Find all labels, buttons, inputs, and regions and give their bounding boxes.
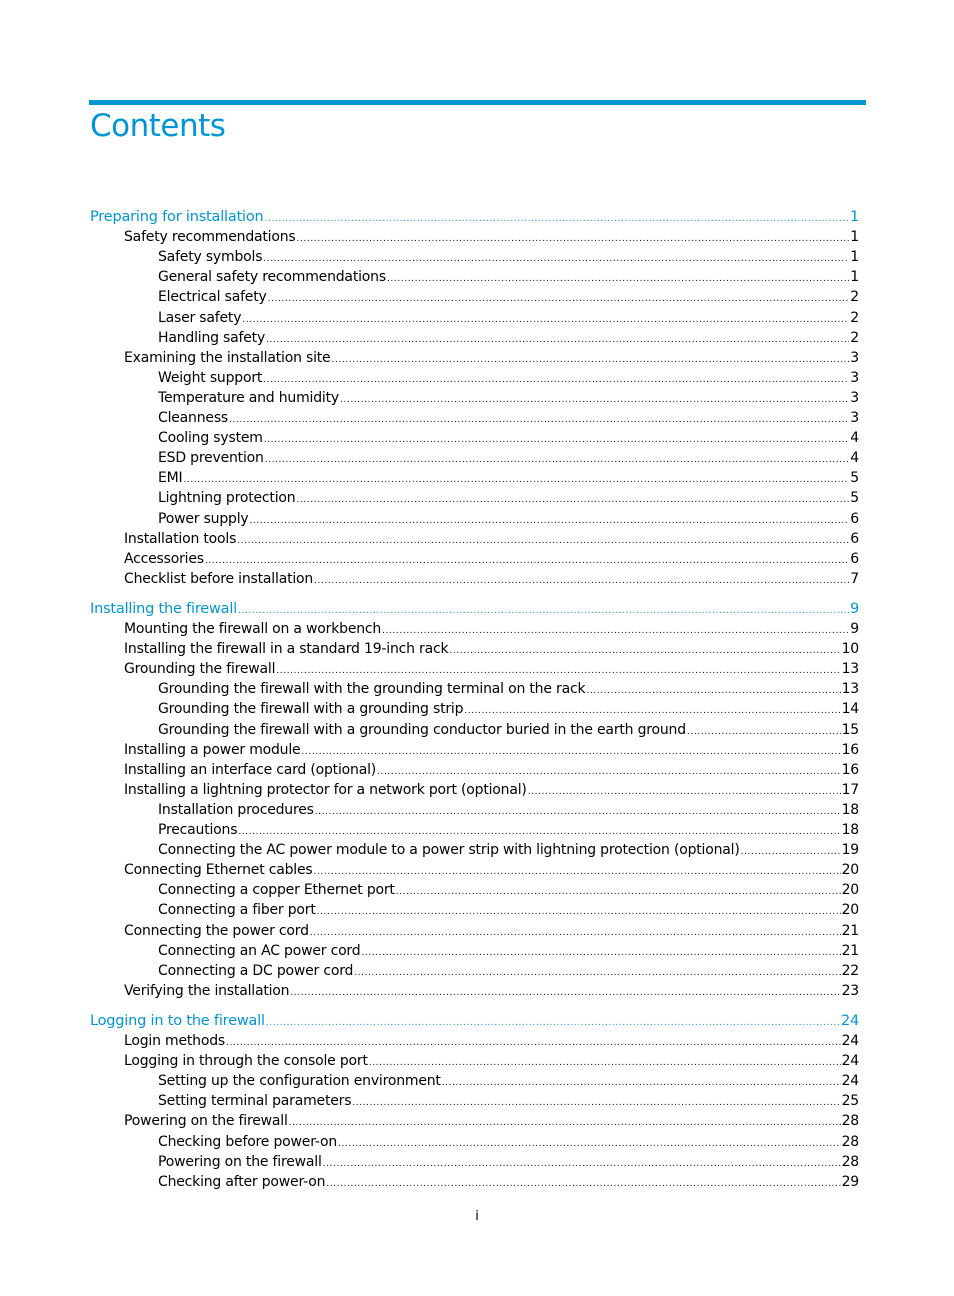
dot-leader	[586, 681, 840, 701]
toc-entry-title: Preparing for installation	[90, 209, 264, 225]
toc-entry[interactable]	[158, 800, 859, 820]
toc-page-number: 4	[850, 430, 859, 446]
toc-entry-title: Connecting the power cord	[124, 923, 309, 939]
toc-entry-title: Connecting a copper Ethernet port	[158, 882, 395, 898]
dot-leader	[464, 701, 840, 721]
toc-page-number: 2	[850, 310, 859, 326]
dot-leader	[352, 1093, 840, 1113]
dot-leader	[354, 963, 840, 983]
dot-leader	[296, 490, 849, 510]
dot-leader	[289, 1113, 841, 1133]
dot-leader	[238, 822, 840, 842]
toc-entry-title: Setting terminal parameters	[158, 1093, 352, 1109]
toc-chapter-entry[interactable]	[90, 207, 859, 227]
toc-entry[interactable]	[124, 1031, 859, 1051]
toc-entry[interactable]	[158, 1172, 859, 1192]
dot-leader	[387, 269, 849, 289]
dot-leader	[338, 1134, 841, 1154]
dot-leader	[205, 551, 849, 571]
toc-entry[interactable]	[158, 1152, 859, 1172]
toc-page-number: 21	[841, 943, 859, 959]
dot-leader	[340, 390, 849, 410]
toc-entry[interactable]	[158, 1071, 859, 1091]
toc-entry-title: Temperature and humidity	[158, 390, 339, 406]
toc-page-number: 1	[850, 269, 859, 285]
toc-entry-title: Setting up the configuration environment	[158, 1073, 441, 1089]
toc-page-number: 28	[841, 1154, 859, 1170]
toc-page-number: 19	[841, 842, 859, 858]
toc-entry[interactable]	[124, 780, 859, 800]
toc-entry-title: Grounding the firewall with the grounding terminal on the rack	[158, 681, 586, 697]
toc-entry-title: Cooling system	[158, 430, 263, 446]
toc-entry-title: Installing a lightning protector for a network port (optional)	[124, 782, 527, 798]
toc-entry[interactable]	[158, 287, 859, 307]
toc-entry-title: ESD prevention	[158, 450, 264, 466]
dot-leader	[268, 289, 850, 309]
toc-entry[interactable]	[158, 699, 859, 719]
dot-leader	[323, 1154, 841, 1174]
toc-entry-title: Grounding the firewall	[124, 661, 276, 677]
toc-entry-title: Precautions	[158, 822, 238, 838]
toc-entry-title: Grounding the firewall with a grounding strip	[158, 701, 464, 717]
toc-entry-title: Connecting Ethernet cables	[124, 862, 313, 878]
toc-page-number: 24	[840, 1013, 859, 1029]
dot-leader	[331, 350, 849, 370]
toc-entry[interactable]	[124, 921, 859, 941]
toc-entry[interactable]	[124, 1111, 859, 1131]
toc-entry-title: Installing an interface card (optional)	[124, 762, 377, 778]
toc-page-number: 5	[850, 490, 859, 506]
toc-entry-title: Logging in to the firewall	[90, 1013, 265, 1029]
toc-page-number: 4	[850, 450, 859, 466]
toc-entry[interactable]	[124, 740, 859, 760]
dot-leader	[263, 370, 849, 390]
toc-page-number: 3	[850, 410, 859, 426]
toc-entry-title: Safety symbols	[158, 249, 263, 265]
toc-entry-title: Connecting an AC power cord	[158, 943, 361, 959]
dot-leader	[361, 943, 840, 963]
dot-leader	[314, 862, 841, 882]
toc-entry-title: Weight support	[158, 370, 263, 386]
toc-page-number: 20	[841, 862, 859, 878]
toc-entry-title: Examining the installation site	[124, 350, 331, 366]
toc-page-number: 1	[850, 229, 859, 245]
toc-entry[interactable]	[124, 348, 859, 368]
toc-entry-title: Installing the firewall in a standard 19-inch rack	[124, 641, 449, 657]
toc-entry-title: Cleanness	[158, 410, 229, 426]
toc-entry[interactable]	[124, 619, 859, 639]
toc-entry[interactable]	[124, 639, 859, 659]
toc-page-number: 3	[850, 350, 859, 366]
toc-page-number: 15	[841, 722, 859, 738]
toc-entry[interactable]	[158, 368, 859, 388]
dot-leader	[250, 511, 850, 531]
toc-entry-title: Installing the firewall	[90, 601, 237, 617]
dot-leader	[263, 249, 849, 269]
toc-entry[interactable]	[158, 468, 859, 488]
dot-leader	[266, 1013, 840, 1033]
dot-leader	[264, 430, 850, 450]
toc-entry[interactable]	[158, 388, 859, 408]
dot-leader	[183, 470, 849, 490]
toc-page-number: 28	[841, 1134, 859, 1150]
toc-page-number: 5	[850, 470, 859, 486]
toc-entry[interactable]	[158, 408, 859, 428]
toc-entry[interactable]	[158, 1091, 859, 1111]
dot-leader	[226, 1033, 841, 1053]
dot-leader	[265, 209, 849, 229]
toc-entry[interactable]	[158, 247, 859, 267]
toc-entry-title: Handling safety	[158, 330, 266, 346]
toc-entry-title: Verifying the installation	[124, 983, 290, 999]
dot-leader	[326, 1174, 840, 1194]
page-number-footer: i	[475, 1209, 479, 1224]
dot-leader	[301, 742, 840, 762]
toc-page-number: 7	[850, 571, 859, 587]
toc-page-number: 6	[850, 531, 859, 547]
toc-page-number: 24	[841, 1053, 859, 1069]
toc-page-number: 20	[841, 902, 859, 918]
toc-entry[interactable]	[158, 840, 859, 860]
toc-entry[interactable]	[158, 679, 859, 699]
toc-entry-title: Powering on the firewall	[158, 1154, 322, 1170]
toc-entry-title: Lightning protection	[158, 490, 296, 506]
toc-entry[interactable]	[158, 428, 859, 448]
toc-entry[interactable]	[124, 860, 859, 880]
toc-page-number: 16	[841, 742, 859, 758]
toc-entry[interactable]	[158, 1132, 859, 1152]
dot-leader	[741, 842, 841, 862]
toc-page-number: 17	[841, 782, 859, 798]
toc-entry-title: Powering on the firewall	[124, 1113, 288, 1129]
dot-leader	[237, 531, 849, 551]
toc-entry[interactable]	[124, 529, 859, 549]
toc-entry[interactable]	[158, 509, 859, 529]
dot-leader	[528, 782, 841, 802]
toc-page-number: 21	[841, 923, 859, 939]
dot-leader	[310, 923, 841, 943]
toc-chapter-entry[interactable]	[90, 1011, 859, 1031]
toc-entry-title: Installation procedures	[158, 802, 314, 818]
dot-leader	[276, 661, 840, 681]
toc-page-number: 1	[849, 209, 859, 225]
dot-leader	[442, 1073, 841, 1093]
dot-leader	[377, 762, 841, 782]
toc-entry[interactable]	[158, 308, 859, 328]
toc-page-number: 2	[850, 330, 859, 346]
toc-entry[interactable]	[158, 720, 859, 740]
toc-entry[interactable]	[158, 941, 859, 961]
toc-page-number: 18	[841, 822, 859, 838]
toc-page-number: 24	[841, 1073, 859, 1089]
toc-page-number: 28	[841, 1113, 859, 1129]
toc-page-number: 20	[841, 882, 859, 898]
toc-page-number: 13	[841, 661, 859, 677]
toc-entry-title: Safety recommendations	[124, 229, 296, 245]
dot-leader	[449, 641, 840, 661]
toc-page-number: 29	[841, 1174, 859, 1190]
toc-entry[interactable]	[158, 900, 859, 920]
toc-entry[interactable]	[124, 760, 859, 780]
toc-entry-title: Installation tools	[124, 531, 237, 547]
toc-entry[interactable]	[124, 659, 859, 679]
toc-entry[interactable]	[158, 820, 859, 840]
toc-page-number: 25	[841, 1093, 859, 1109]
dot-leader	[317, 902, 841, 922]
dot-leader	[290, 983, 840, 1003]
dot-leader	[265, 450, 850, 470]
dot-leader	[238, 601, 849, 621]
dot-leader	[369, 1053, 841, 1073]
toc-entry[interactable]	[124, 549, 859, 569]
toc-entry-title: Logging in through the console port	[124, 1053, 368, 1069]
toc-entry-title: Checklist before installation	[124, 571, 314, 587]
toc-entry-title: General safety recommendations	[158, 269, 386, 285]
dot-leader	[382, 621, 849, 641]
toc-entry[interactable]	[124, 227, 859, 247]
toc-page-number: 9	[849, 601, 859, 617]
page-title: Contents	[90, 108, 226, 144]
toc-entry-title: Accessories	[124, 551, 204, 567]
dot-leader	[396, 882, 841, 902]
toc-entry-title: Power supply	[158, 511, 249, 527]
toc-page-number: 10	[841, 641, 859, 657]
toc-page-number: 1	[850, 249, 859, 265]
toc-chapter-entry[interactable]	[90, 599, 859, 619]
toc-page-number: 14	[841, 701, 859, 717]
toc-entry-title: Login methods	[124, 1033, 225, 1049]
dot-leader	[266, 330, 849, 350]
toc-entry[interactable]	[158, 328, 859, 348]
toc-entry-title: Grounding the firewall with a grounding conductor buried in the earth ground	[158, 722, 686, 738]
toc-page-number: 24	[841, 1033, 859, 1049]
toc-entry-title: EMI	[158, 470, 183, 486]
toc-page-number: 2	[850, 289, 859, 305]
toc-entry[interactable]	[158, 488, 859, 508]
toc-page-number: 22	[841, 963, 859, 979]
dot-leader	[314, 571, 849, 591]
toc-entry-title: Checking before power-on	[158, 1134, 337, 1150]
toc-page-number: 6	[850, 551, 859, 567]
toc-entry-title: Connecting the AC power module to a power strip with lightning protection (optional)	[158, 842, 740, 858]
toc-entry-title: Installing a power module	[124, 742, 301, 758]
toc-entry-title: Electrical safety	[158, 289, 267, 305]
dot-leader	[315, 802, 841, 822]
toc-page-number: 3	[850, 370, 859, 386]
toc-entry-title: Mounting the firewall on a workbench	[124, 621, 382, 637]
toc-entry[interactable]	[158, 880, 859, 900]
toc-entry-title: Connecting a DC power cord	[158, 963, 354, 979]
dot-leader	[297, 229, 850, 249]
toc-entry[interactable]	[124, 981, 859, 1001]
toc-entry[interactable]	[124, 569, 859, 589]
toc-entry[interactable]	[124, 1051, 859, 1071]
dot-leader	[229, 410, 849, 430]
toc-page-number: 3	[850, 390, 859, 406]
toc-page-number: 9	[850, 621, 859, 637]
toc-entry[interactable]	[158, 267, 859, 287]
toc-entry-title: Laser safety	[158, 310, 242, 326]
toc-page-number: 6	[850, 511, 859, 527]
dot-leader	[242, 310, 849, 330]
toc-entry[interactable]	[158, 448, 859, 468]
toc-page-number: 23	[841, 983, 859, 999]
toc-entry-title: Checking after power-on	[158, 1174, 326, 1190]
toc-entry-title: Connecting a fiber port	[158, 902, 316, 918]
toc-page-number: 16	[841, 762, 859, 778]
toc-page-number: 18	[841, 802, 859, 818]
toc-entry[interactable]	[158, 961, 859, 981]
toc-page-number: 13	[841, 681, 859, 697]
dot-leader	[687, 722, 841, 742]
